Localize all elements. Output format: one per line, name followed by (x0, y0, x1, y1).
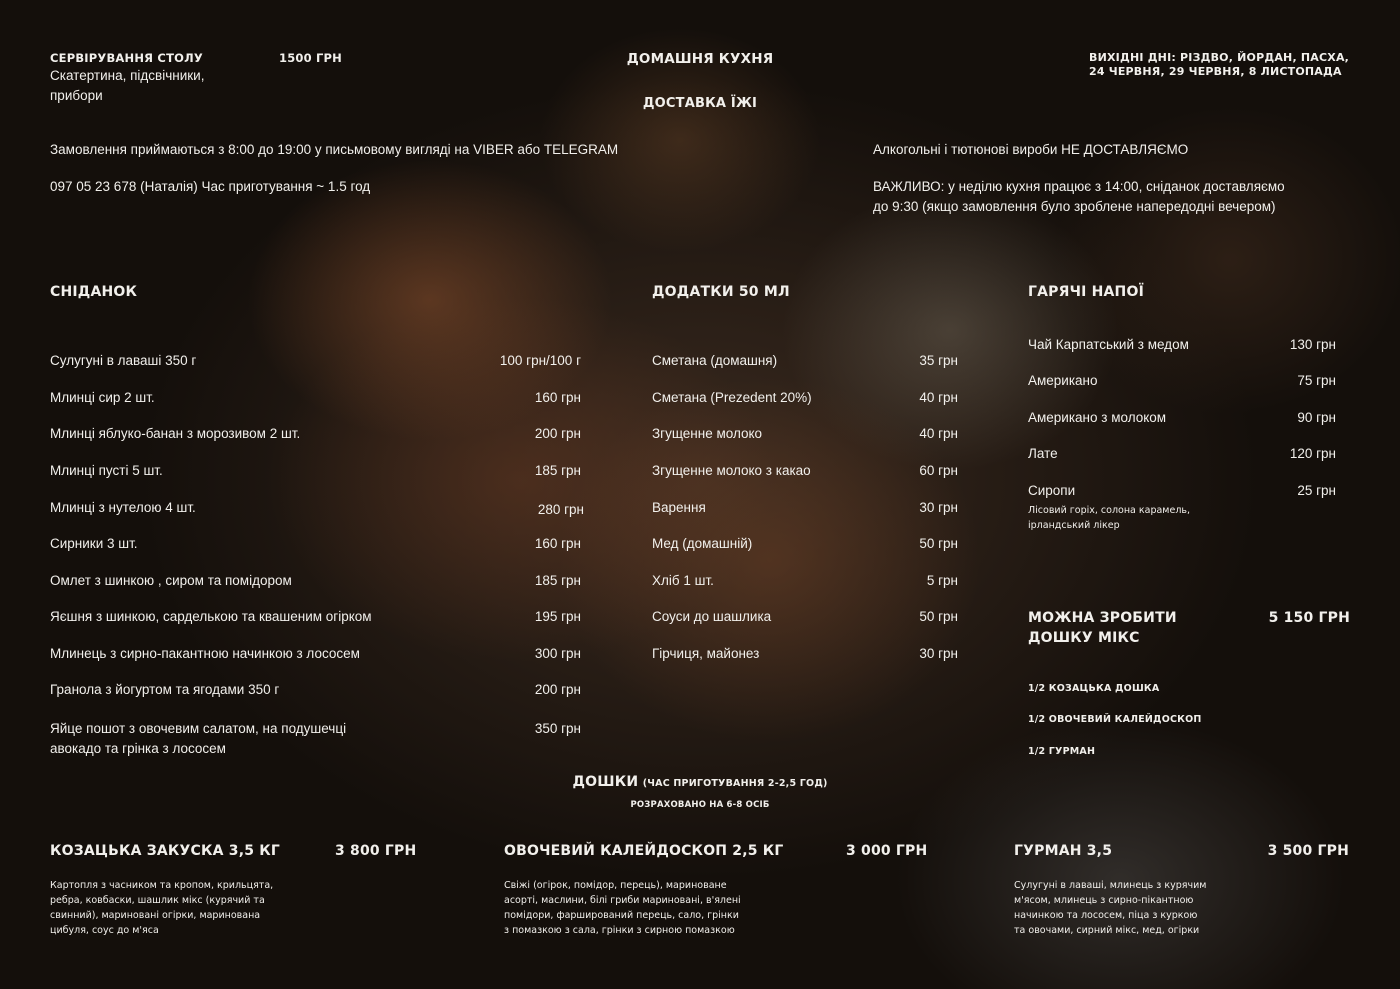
drinks-title: ГАРЯЧІ НАПОЇ (1028, 284, 1144, 300)
mix-item: 1/2 ГУРМАН (1028, 746, 1096, 757)
list-item (50, 390, 581, 405)
page-title: ДОМАШНЯ КУХНЯ (626, 51, 774, 67)
item-price: 5 грн (926, 573, 958, 588)
list-item (50, 536, 581, 551)
board-desc-line: Картопля з часником та кропом, крильцята, (50, 880, 274, 891)
item-price: 200 грн (534, 426, 581, 441)
list-item (1028, 410, 1336, 425)
item-price: 185 грн (534, 573, 581, 588)
item-price: 100 грн/100 г (499, 353, 581, 368)
item-name: Омлет з шинкою , сиром та помідором (50, 573, 292, 588)
item-name: Згущенне молоко (652, 426, 763, 441)
item-name: Варення (652, 500, 706, 515)
board-desc-line: начинкою та лососем, піца з куркою (1014, 910, 1198, 921)
board-price: 3 500 ГРН (1267, 843, 1349, 859)
board-desc-line: з помазкою з сала, грінки з сирною помазкою (504, 925, 735, 936)
item-name: Американо з молоком (1028, 410, 1167, 425)
item-price: 130 грн (1289, 337, 1336, 352)
board-price: 3 800 ГРН (335, 843, 417, 859)
item-name: Лате (1028, 446, 1058, 461)
mix-title-line1: МОЖНА ЗРОБИТИ (1028, 610, 1177, 626)
item-name-line2: авокадо та грінка з лососем (50, 741, 226, 756)
list-item (50, 719, 581, 759)
item-name: Сметана (домашня) (652, 353, 778, 368)
list-item (1028, 337, 1336, 352)
item-name: Гранола з йогуртом та ягодами 350 г (50, 682, 280, 697)
board-price: 3 000 ГРН (846, 843, 928, 859)
board-desc (504, 878, 741, 938)
serving-desc-line1: Скатертина, підсвічники, (50, 68, 205, 83)
list-item (652, 353, 958, 368)
item-price: 90 грн (1297, 410, 1336, 425)
list-item (652, 536, 958, 551)
list-item (652, 573, 958, 588)
board-name: ГУРМАН 3,5 (1014, 843, 1113, 859)
boards-title: ДОШКИ (572, 774, 639, 790)
serving-price: 1500 ГРН (279, 51, 342, 65)
board-name: КОЗАЦЬКА ЗАКУСКА 3,5 КГ (50, 843, 281, 859)
alcohol-info: Алкогольні і тютюнові вироби НЕ ДОСТАВЛЯЄМО (873, 142, 1189, 157)
board-desc (50, 878, 273, 938)
item-name: Яєшня з шинкою, сарделькою та квашеним огірком (50, 609, 372, 624)
board-desc-line: м'ясом, млинець з сирно-пікантною (1014, 895, 1194, 906)
board-desc-line: ребра, ковбаски, шашлик мікс (курячий та (50, 895, 265, 906)
boards-heading (400, 773, 1000, 791)
item-price: 30 грн (919, 500, 958, 515)
list-item (50, 573, 581, 588)
list-item (1028, 446, 1336, 461)
item-price: 50 грн (919, 536, 958, 551)
important-info-line2: до 9:30 (якщо замовлення було зроблене напередодні вечером) (873, 199, 1276, 214)
item-price: 60 грн (919, 463, 958, 478)
item-price: 40 грн (919, 426, 958, 441)
item-price: 75 грн (1297, 373, 1336, 388)
item-price: 300 грн (534, 646, 581, 661)
syrup-note-line1: Лісовий горіх, солона карамель, (1028, 505, 1191, 516)
list-item (50, 500, 584, 517)
list-item (50, 426, 581, 441)
item-name: Млинці з нутелою 4 шт. (50, 500, 196, 515)
list-item (652, 646, 958, 661)
contact-info: 097 05 23 678 (Наталія) Час приготування ~ 1.5 год (50, 179, 371, 194)
item-name: Згущенне молоко з какао (652, 463, 811, 478)
board-desc-line: свинний), мариновані огірки, маринована (50, 910, 261, 921)
item-name: Хліб 1 шт. (652, 573, 714, 588)
item-price: 25 грн (1297, 483, 1336, 498)
item-name: Чай Карпатський з медом (1028, 337, 1189, 352)
breakfast-title: СНІДАНОК (50, 284, 138, 300)
item-name-line1: Яйце пошот з овочевим салатом, на подушечці (50, 721, 347, 736)
item-price: 50 грн (919, 609, 958, 624)
item-price: 35 грн (919, 353, 958, 368)
item-name: Млинці сир 2 шт. (50, 390, 155, 405)
boards-subtitle: РОЗРАХОВАНО НА 6-8 ОСІБ (630, 800, 770, 810)
board-desc-line: Сулугуні в лаваші, млинець з курячим (1014, 880, 1207, 891)
board-desc (1014, 878, 1206, 938)
item-name: Соуси до шашлика (652, 609, 772, 624)
syrup-note-line2: ірландський лікер (1028, 520, 1120, 531)
list-item (50, 353, 581, 368)
item-name: Мед (домашній) (652, 536, 753, 551)
extras-title: ДОДАТКИ 50 МЛ (652, 284, 790, 300)
list-item (652, 390, 958, 405)
item-price: 195 грн (534, 609, 581, 624)
mix-title-line2: ДОШКУ МІКС (1028, 630, 1140, 646)
item-price: 185 грн (534, 463, 581, 478)
list-item (652, 609, 958, 624)
item-name: Гірчиця, майонез (652, 646, 760, 661)
item-price: 200 грн (534, 682, 581, 697)
mix-item: 1/2 ОВОЧЕВИЙ КАЛЕЙДОСКОП (1028, 714, 1202, 725)
item-name: Американо (1028, 373, 1098, 388)
list-item (652, 463, 958, 478)
item-name: Сиропи (1028, 483, 1076, 498)
item-name: Сметана (Prezedent 20%) (652, 390, 812, 405)
item-name: Млинці яблуко-банан з морозивом 2 шт. (50, 426, 301, 441)
board-desc-line: помідори, фарширований перець, сало, грінки (504, 910, 739, 921)
item-name: Сирники 3 шт. (50, 536, 138, 551)
item-price: 40 грн (919, 390, 958, 405)
boards-title-note: (ЧАС ПРИГОТУВАННЯ 2-2,5 ГОД) (642, 778, 828, 789)
item-price: 280 грн (537, 502, 584, 517)
board-desc-line: цибуля, соус до м'яса (50, 925, 159, 936)
board-desc-line: асорті, маслини, білі гриби мариновані, в'ялені (504, 895, 741, 906)
list-item (50, 682, 581, 697)
orders-info: Замовлення приймаються з 8:00 до 19:00 у письмовому вигляді на VIBER або TELEGRAM (50, 142, 619, 157)
list-item (1028, 373, 1336, 388)
board-desc-line: та овочами, сирний мікс, мед, огірки (1014, 925, 1200, 936)
board-name: ОВОЧЕВИЙ КАЛЕЙДОСКОП 2,5 КГ (504, 843, 784, 859)
list-item (1028, 483, 1336, 498)
item-name: Млинець з сирно-пакантною начинкою з лососем (50, 646, 360, 661)
serving-title: СЕРВІРУВАННЯ СТОЛУ (50, 51, 203, 65)
item-price: 350 грн (534, 721, 581, 736)
list-item (50, 609, 581, 624)
item-price: 120 грн (1289, 446, 1336, 461)
mix-item: 1/2 КОЗАЦЬКА ДОШКА (1028, 683, 1160, 694)
serving-desc-line2: прибори (50, 88, 103, 103)
item-name: Млинці пусті 5 шт. (50, 463, 163, 478)
holidays-line2: 24 ЧЕРВНЯ, 29 ЧЕРВНЯ, 8 ЛИСТОПАДА (1089, 65, 1342, 78)
mix-price: 5 150 ГРН (1268, 610, 1350, 626)
item-price: 160 грн (534, 390, 581, 405)
item-name: Сулугуні в лаваші 350 г (50, 353, 197, 368)
item-price: 160 грн (534, 536, 581, 551)
list-item (652, 500, 958, 515)
list-item (50, 646, 581, 661)
holidays-line1: ВИХІДНІ ДНІ: РІЗДВО, ЙОРДАН, ПАСХА, (1089, 51, 1350, 64)
list-item (50, 463, 581, 478)
board-desc-line: Свіжі (огірок, помідор, перець), мариноване (504, 880, 727, 891)
list-item (652, 426, 958, 441)
page-subtitle: ДОСТАВКА ЇЖІ (642, 96, 758, 111)
item-price: 30 грн (919, 646, 958, 661)
important-info-line1: ВАЖЛИВО: у неділю кухня працює з 14:00, сніданок доставляємо (873, 179, 1285, 194)
